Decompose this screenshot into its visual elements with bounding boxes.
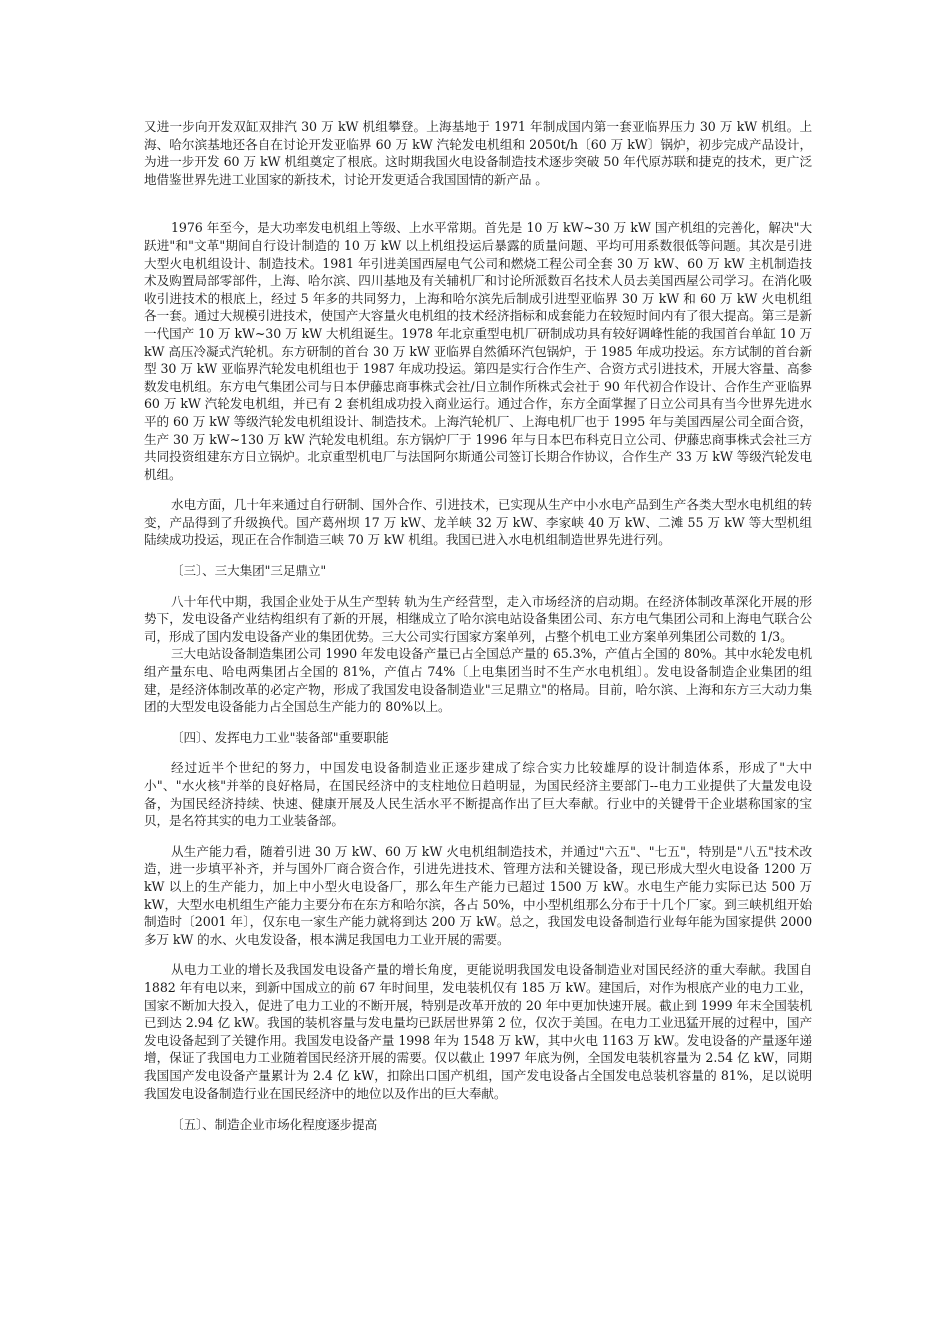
document-page (144, 118, 812, 1134)
section-heading-equipment-role: 〔四〕、发挥电力工业"装备部"重要职能 (171, 729, 389, 745)
paragraph-manufacturing-system: 经过近半个世纪的努力，中国发电设备制造业正逐步建成了综合实力比较雄厚的设计制造体系，形成了"大中小"、"水火核"并举的良好格局，在国民经济中的支柱地位日趋明显，为国民经济主要部门--电力工业提供了大量发电设备，为国民经济持续、快速、健康开展及人民生活水平不断提高作出了巨大奉献。行业中的关键骨干企业堪称国家的宝贝，是名符其实的电力工业装备部。 (144, 760, 812, 829)
section-heading-marketization: 〔五〕、制造企业市场化程度逐步提高 (171, 1117, 378, 1133)
paragraph-thermal-tech-1970s: 又进一步向开发双缸双排汽 30 万 kW 机组攀登。上海基地于 1971 年制成国内第一套亚临界压力 30 万 kW 机组。上海、哈尔滨基地还各自在讨论开发亚临界 60 万 kW 汽轮发电机组和 2050t/h〔60 万 kW〕锅炉，初步完成产品设计，为进一步开发 60 万 kW 机组奠定了根底。这时期我国火电设备制造技术逐步突破 50 年代原苏联和捷克的技术，更广泛地借鉴世界先进工业国家的新技术，讨论开发更适合我国国情的新产品 。 (144, 119, 812, 187)
paragraph-production-capacity: 从生产能力看，随着引进 30 万 kW、60 万 kW 火电机组制造技术，并通过"六五"、"七五"，特别是"八五"技术改造，进一步填平补齐，并与国外厂商合资合作，引进先进技术、管理方法和关键设备，现已形成大型火电设备 1200 万 kW 以上的生产能力，加上中小型火电设备厂，那么年生产能力已超过 1500 万 kW。水电生产能力实际已达 500 万 kW，大型水电机组生产能力主要分布在东方和哈尔滨，各占 50%，中小型机组那么分布于十几个厂家。到三峡机组开始制造时〔2001 年〕，仅东电一家生产能力就将到达 200 万 kW。总之，我国发电设备制造行业每年能为国家提供 2000 多万 kW 的水、火电发设备，根本满足我国电力工业开展的需要。 (144, 843, 812, 947)
paragraph-1976-to-present: 1976 年至今，是大功率发电机组上等级、上水平常期。首先是 10 万 kW~30 万 kW 国产机组的完善化，解决"大跃进"和"文革"期间自行设计制造的 10 万 kW 以上机组投运后暴露的质量问题、平均可用系数很低等问题。其次是引进大型火电机组设计、制造技术。1981 年引进美国西屋电气公司和燃烧工程公司全套 30 万 kW、60 万 kW 主机制造技术及购置局部零部件，上海、哈尔滨、四川基地及有关辅机厂和讨论所派数百名技术人员去美国西屋公司学习。在消化吸收引进技术的根底上，经过 5 年多的共同努力，上海和哈尔滨先后制成引进型亚临界 30 万 kW 和 60 万 kW 火电机组各一套。通过大规模引进技术，使国产大容量火电机组的技术经济指标和成套能力在较短时间内有了很大提高。第三是新一代国产 10 万 kW~30 万 kW 大机组诞生。1978 年北京重型电机厂研制成功具有较好调峰性能的我国首台单缸 10 万 kW 高压冷凝式汽轮机。东方研制的首台 30 万 kW 亚临界自然循环汽包锅炉，于 1985 年成功投运。东方试制的首台新型 30 万 kW 亚临界汽轮发电机组也于 1987 年成功投运。第四是实行合作生产、合资方式引进技术，开展大容量、高参数发电机组。东方电气集团公司与日本伊藤忠商事株式会社/日立制作所株式会社于 90 年代初合作设计、合作生产亚临界 60 万 kW 汽轮发电机组，并已有 2 套机组成功投入商业运行。通过合作，东方全面掌握了日立公司具有当今世界先进水平的 60 万 kW 等级汽轮发电机组设计、制造技术。上海汽轮机厂、上海电机厂也于 1995 年与美国西屋公司全面合资，生产 30 万 kW~130 万 kW 汽轮发电机组。东方锅炉厂于 1996 年与日本巴布科克日立公司、伊藤忠商事株式会社三方共同投资组建东方日立锅炉。北京重型机电厂与法国阿尔斯通公司签订长期合作协议，合作生产 33 万 kW 等级汽轮发电机组。 (144, 220, 812, 482)
paragraph-power-industry-growth: 从电力工业的增长及我国发电设备产量的增长角度，更能说明我国发电设备制造业对国民经济的重大奉献。我国自 1882 年有电以来，到新中国成立的前 67 年时间里，发电装机仅有 185 万 kW。建国后，对作为根底产业的电力工业，国家不断加大投入，促进了电力工业的不断开展，特别是改革开放的 20 年中更加快速开展。截止到 1999 年末全国装机已到达 2.94 亿 kW。我国的装机容量与发电量均已跃居世界第 2 位，仅次于美国。在电力工业迅猛开展的过程中，国产发电设备起到了关键作用。我国发电设备产量 1998 年为 1548 万 kW，其中火电 1163 万 kW。发电设备的产量逐年递增，保证了我国电力工业随着国民经济开展的需要。仅以截止 1997 年底为例，全国发电装机容量为 2.54 亿 kW，同期我国国产发电设备产量累计为 2.4 亿 kW，扣除出口国产机组，国产发电设备占全国发电总装机容量的 81%，足以说明我国发电设备制造行业在国民经济中的地位以及作出的巨大奉献。 (144, 962, 812, 1101)
paragraph-hydropower: 水电方面，几十年来通过自行研制、国外合作、引进技术，已实现从生产中小水电产品到生产各类大型水电机组的转变，产品得到了升级换代。国产葛州坝 17 万 kW、龙羊峡 32 万 kW、李家峡 40 万 kW、二滩 55 万 kW 等大型机组陆续成功投运，现正在合作制造三峡 70 万 kW 机组。我国已进入水电机组制造世界先进行列。 (144, 497, 812, 548)
paragraph-three-groups-output: 三大电站设备制造集团公司 1990 年发电设备产量已占全国总产量的 65.3%，产值占全国的 80%。其中水轮发电机组产量东电、哈电两集团占全国的 81%，产值占 74%〔上电集团当时不生产水电机组〕。发电设备制造企业集团的组建，是经济体制改革的必定产物，形成了我国发电设备制造业"三足鼎立"的格局。目前，哈尔滨、上海和东方三大动力集团的大型发电设备能力占全国总生产能力的 80%以上。 (144, 646, 812, 715)
paragraph-mid-eighties: 八十年代中期，我国企业处于从生产型转 轨为生产经营型，走入市场经济的启动期。在经济体制改革深化开展的形势下，发电设备产业结构组织有了新的开展，相继成立了哈尔滨电站设备集团公司、东方电气集团公司和上海电气联合公司，形成了国内发电设备产业的集团优势。三大公司实行国家方案单列，占整个机电工业方案单列集团公司数的 1/3。 (144, 593, 812, 644)
section-heading-three-groups: 〔三〕、三大集团"三足鼎立" (171, 563, 327, 579)
